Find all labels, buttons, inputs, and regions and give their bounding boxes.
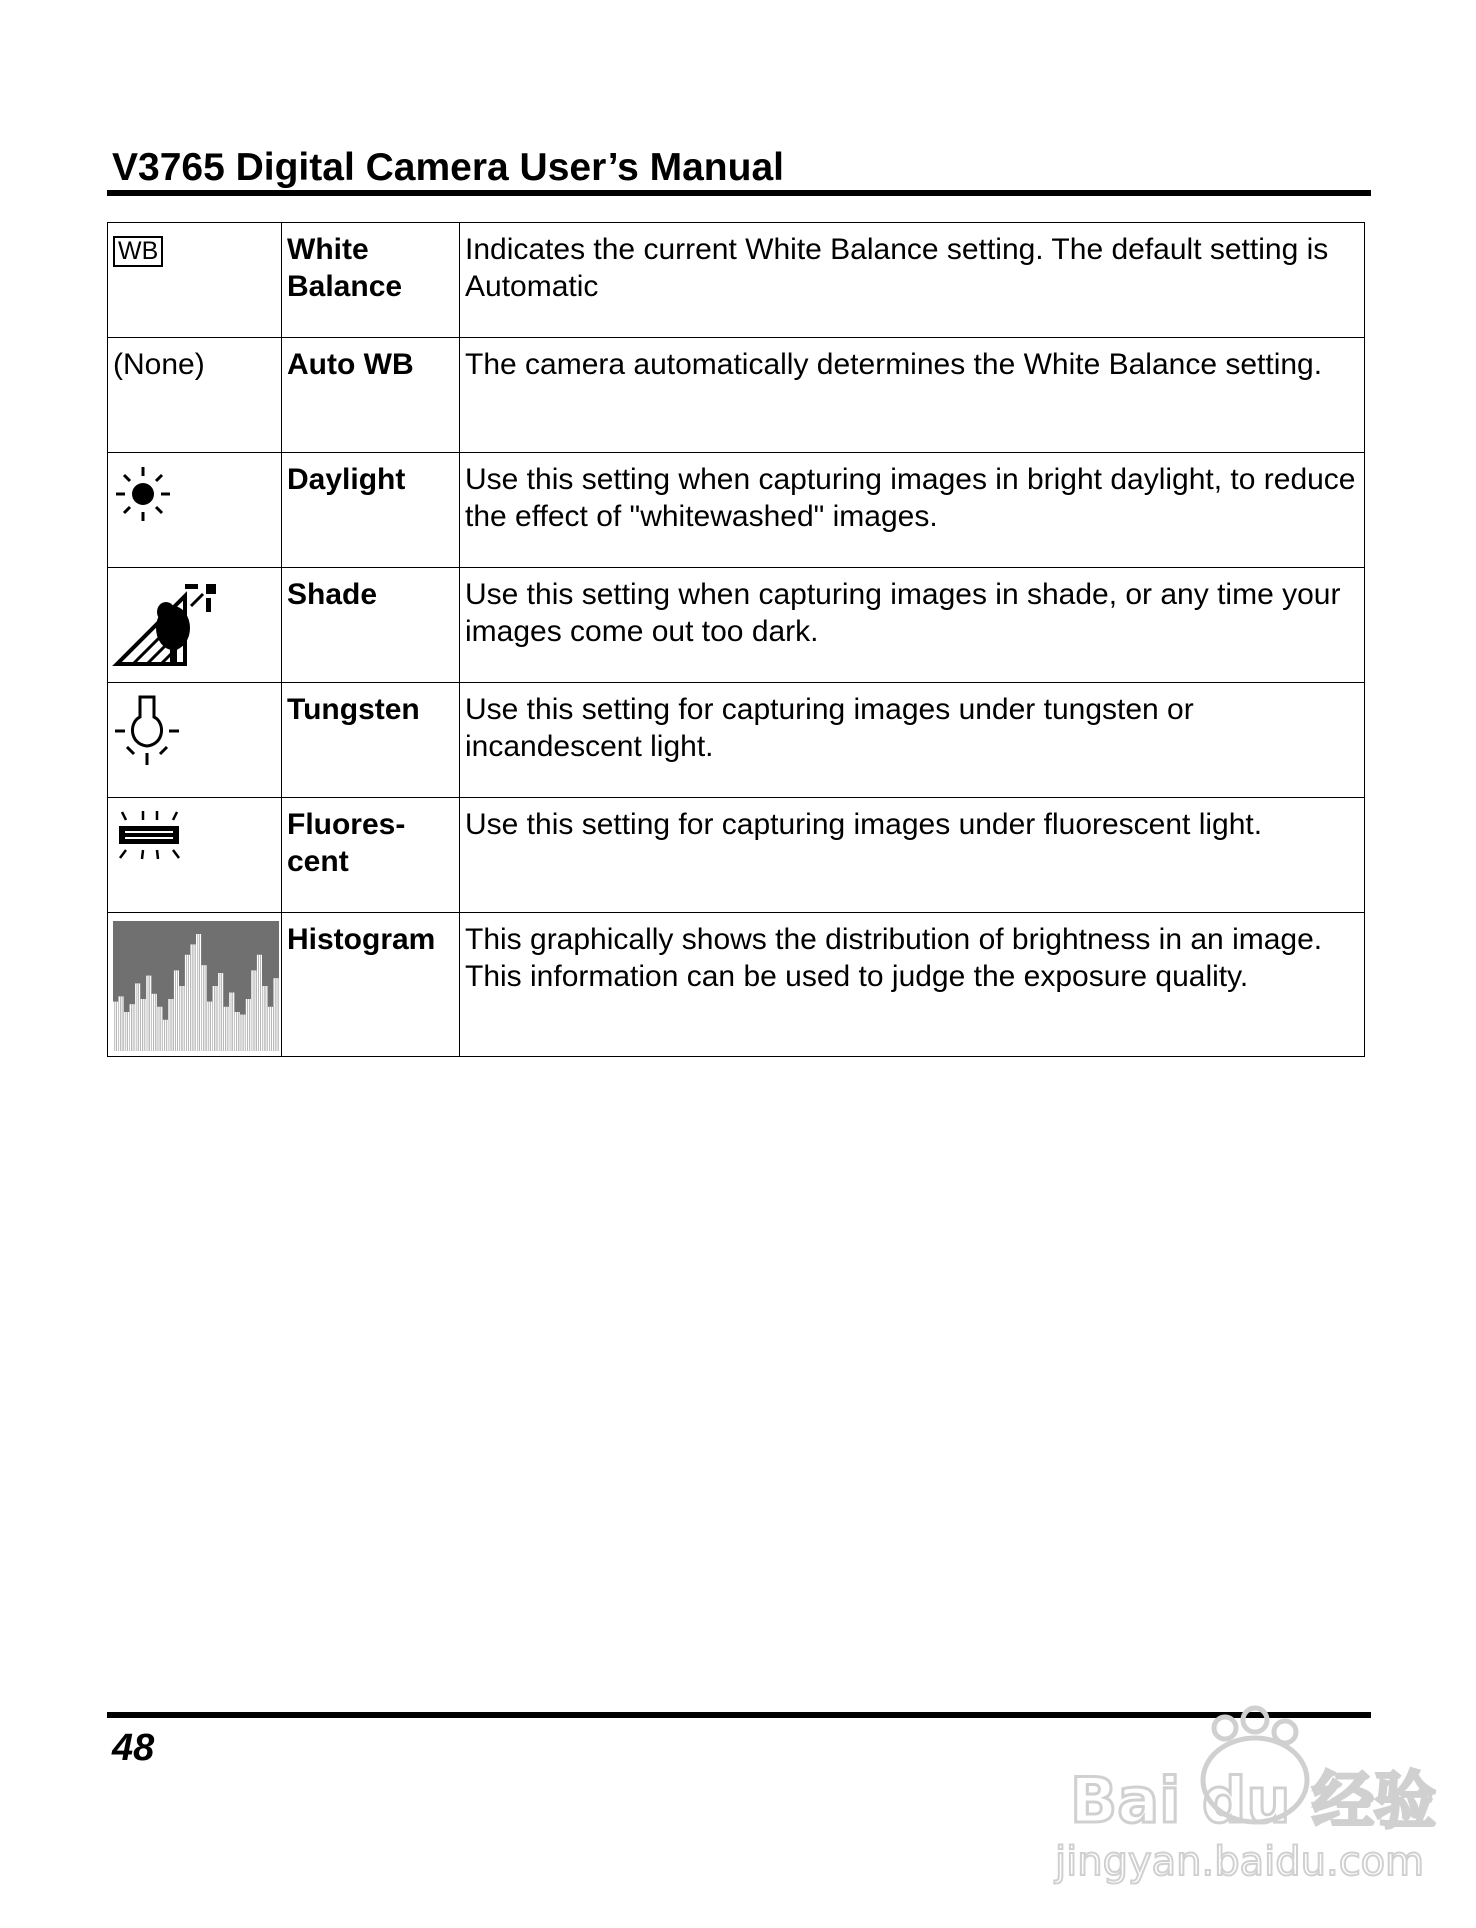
histogram-bar [246,999,251,1051]
shade-icon [113,576,227,672]
setting-description: Use this setting when capturing images in bright daylight, to reduce the effect of "whitewashed" images. [460,453,1365,568]
settings-table [107,222,1365,1057]
histogram-bar [196,934,201,1051]
header-rule [107,190,1371,196]
setting-name-line-1: Fluores- [287,808,406,841]
table-row [108,338,1365,453]
histogram-bar [135,983,140,1051]
icon-cell [108,683,282,798]
table-row [108,453,1365,568]
histogram-bar [124,1012,129,1051]
setting-name-line-2: cent [287,845,349,878]
page-number: 48 [112,1727,155,1769]
icon-cell [108,798,282,913]
setting-name: Shade [282,568,460,683]
lightbulb-icon [113,691,183,771]
histogram-bar [152,994,157,1051]
histogram-bar [119,996,124,1051]
histogram-bar [213,986,218,1051]
histogram-bar [163,1020,168,1051]
fluorescent-lamp-icon [113,806,185,866]
table-row [108,913,1365,1057]
histogram-bar [202,965,207,1051]
setting-name: Auto WB [282,338,460,453]
icon-cell [108,453,282,568]
setting-description: This graphically shows the distribution of brightness in an image. This information can be used to judge the exposure quality. [460,913,1365,1057]
table-row [108,223,1365,338]
setting-name: Daylight [282,453,460,568]
histogram-bar [257,955,262,1051]
sun-icon [113,461,173,525]
icon-cell [108,913,282,1057]
setting-description: Use this setting for capturing images under tungsten or incandescent light. [460,683,1365,798]
histogram-bar [229,993,234,1052]
watermark-brand: Bai du 经验 [1070,1764,1437,1837]
histogram-bar [268,1007,273,1051]
icon-cell: (None) [108,338,282,453]
setting-description: Use this setting for capturing images under fluorescent light. [460,798,1365,913]
histogram-bar [262,986,267,1051]
setting-name: Histogram [282,913,460,1057]
histogram-bar [274,978,279,1051]
histogram-bar [235,1012,240,1051]
histogram-bar [251,970,256,1051]
icon-cell [108,223,282,338]
histogram-bar [185,955,190,1051]
footer-rule [107,1712,1371,1718]
setting-description: Indicates the current White Balance setting. The default setting is Automatic [460,223,1365,338]
histogram-bar [157,1007,162,1051]
histogram-bar [141,999,146,1051]
histogram-bar [240,1015,245,1051]
histogram-bar [113,1002,118,1051]
histogram-bar [174,970,179,1051]
table-row [108,568,1365,683]
setting-name [282,798,460,913]
histogram-bar [130,1004,135,1051]
baidu-jingyan-watermark [1010,1700,1437,1900]
setting-description: The camera automatically determines the White Balance setting. [460,338,1365,453]
icon-cell [108,568,282,683]
histogram-bar [224,1007,229,1051]
histogram-bar [218,973,223,1051]
histogram-bar [207,1002,212,1051]
table-row [108,798,1365,913]
watermark-url: jingyan.baidu.com [1055,1839,1425,1885]
histogram-icon [113,921,279,1051]
table-row [108,683,1365,798]
histogram-bar [146,976,151,1051]
setting-name: Tungsten [282,683,460,798]
setting-description: Use this setting when capturing images in shade, or any time your images come out too dark. [460,568,1365,683]
setting-name: White Balance [282,223,460,338]
histogram-bar [191,944,196,1051]
histogram-bar [168,999,173,1051]
wb-icon: WB [113,236,163,267]
histogram-bar [179,986,184,1051]
page-title: V3765 Digital Camera User’s Manual [112,146,784,189]
